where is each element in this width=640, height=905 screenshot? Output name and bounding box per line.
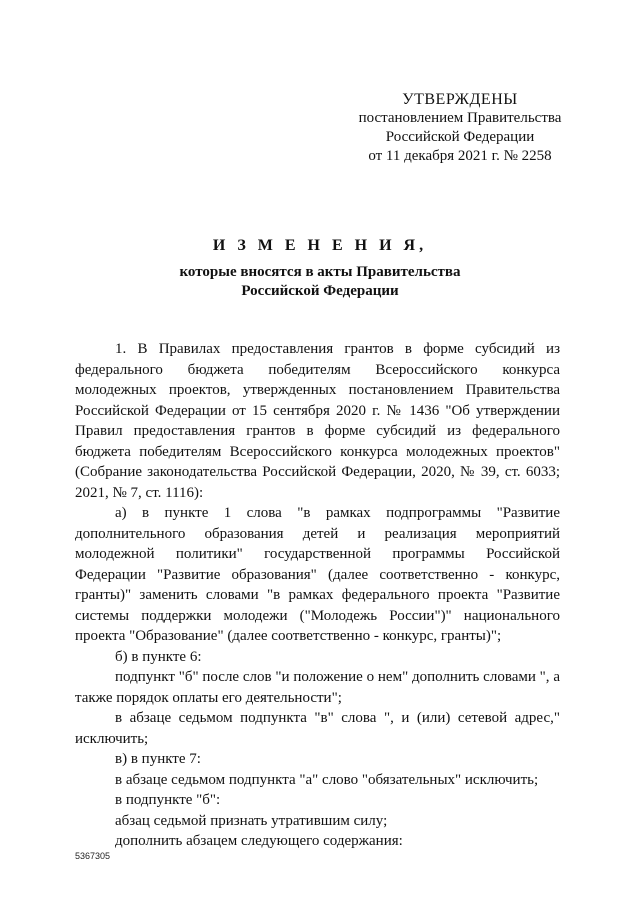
document-title: И З М Е Н Е Н И Я, — [212, 237, 428, 254]
paragraph-subitem-b-2: в абзаце седьмом подпункта "в" слова ", и (или) сетевой адрес," исключить; — [75, 710, 560, 747]
subtitle-line-2: Российской Федерации — [241, 283, 399, 299]
paragraph-subitem-b-1: подпункт "б" после слов "и положение о нем" дополнить словами ", а также порядок оплаты его деятельности"; — [75, 669, 560, 706]
paragraph-subitem-v-2: в подпункте "б": — [115, 792, 221, 808]
approval-line-1: постановлением Правительства — [358, 110, 562, 126]
paragraph-subitem-v-3: абзац седьмой признать утратившим силу; — [115, 812, 388, 829]
subtitle-line-1: которые вносятся в акты Правительства — [179, 264, 461, 280]
paragraph-item-a: а) в пункте 1 слова "в рамках подпрограммы "Развитие дополнительного образования детей и реализация мероприятий молодежной политики" государственной программы Российской Федерации "Развитие образования" (далее соответственно - конкурс, гранты)" заменить словами "в рамках федерального проекта "Развитие системы поддержки молодежи ("Молодежь России")" национального проекта "Образование" (далее соответственно - конкурс, гранты)"; — [75, 505, 560, 644]
document-subtitle — [0, 263, 640, 301]
approval-stamp — [330, 90, 590, 166]
document-code: 5367305 — [75, 851, 111, 861]
paragraph-item-v: в) в пункте 7: — [115, 751, 201, 767]
paragraph-subitem-v-1: в абзаце седьмом подпункта "а" слово "обязательных" исключить; — [115, 771, 539, 788]
paragraph-item-b: б) в пункте 6: — [115, 648, 202, 665]
paragraph-1: 1. В Правилах предоставления грантов в форме субсидий из федерального бюджета победителям Всероссийского конкурса молодежных проектов, утвержденных постановлением Правительства Российской Федерации от 15 сентября 2020 г. № 1436 "Об утверждении Правил предоставления грантов в форме субсидий из федерального бюджета победителям Всероссийского конкурса молодежных проектов" (Собрание законодательства Российской Федерации, 2020, № 39, ст. 6033; 2021, № 7, ст. 1116): — [75, 341, 560, 501]
approval-heading: УТВЕРЖДЕНЫ — [402, 91, 518, 108]
document-body — [75, 339, 560, 852]
approval-line-3: от 11 декабря 2021 г. № 2258 — [368, 148, 552, 164]
paragraph-subitem-v-4: дополнить абзацем следующего содержания: — [115, 833, 403, 849]
approval-line-2: Российской Федерации — [385, 129, 535, 145]
